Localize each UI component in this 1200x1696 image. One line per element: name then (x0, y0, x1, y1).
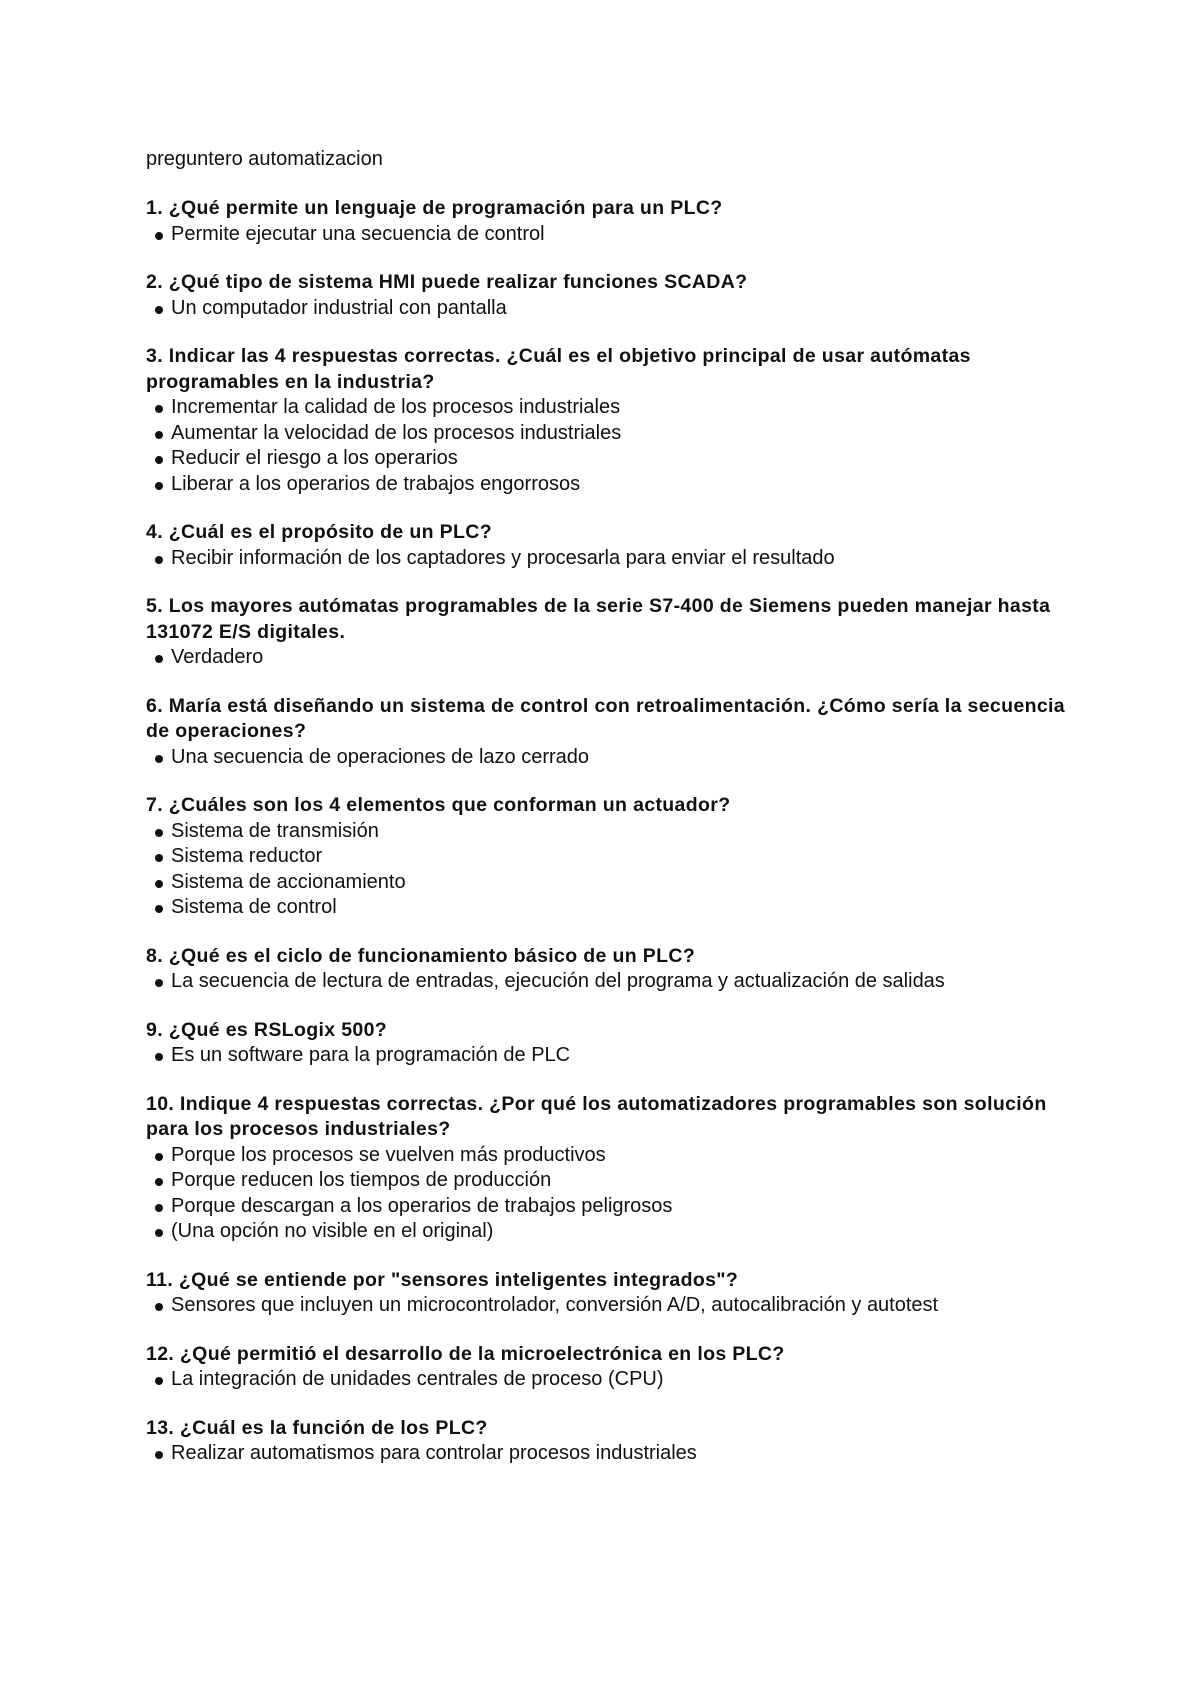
question-text: 13. ¿Cuál es la función de los PLC? (146, 1416, 488, 1439)
answer-text: Sistema de accionamiento (171, 870, 406, 893)
question-block (146, 1092, 1086, 1245)
question-block (146, 1342, 1086, 1393)
answer-item (146, 870, 1086, 896)
answer-text: Recibir información de los captadores y procesarla para enviar el resultado (171, 546, 835, 569)
answer-list (146, 969, 1086, 995)
answer-item (146, 1441, 1086, 1467)
answer-text: (Una opción no visible en el original) (171, 1220, 494, 1242)
answer-list (146, 1293, 1086, 1319)
question-text: 6. María está diseñando un sistema de control con retroalimentación. ¿Cómo sería la secuencia de operaciones? (146, 694, 1065, 742)
question-text: 10. Indique 4 respuestas correctas. ¿Por qué los automatizadores programables son solución para los procesos industriales? (146, 1092, 1047, 1140)
bullet-icon (155, 306, 163, 314)
answer-item (146, 895, 1086, 921)
answer-list (146, 296, 1086, 322)
answer-item (146, 1168, 1086, 1194)
question-text: 11. ¿Qué se entiende por "sensores inteligentes integrados"? (146, 1268, 739, 1291)
answer-list (146, 222, 1086, 248)
answer-list (146, 1441, 1086, 1467)
question-text: 2. ¿Qué tipo de sistema HMI puede realizar funciones SCADA? (146, 271, 748, 293)
answer-item (146, 421, 1086, 447)
answer-text: Permite ejecutar una secuencia de control (171, 222, 545, 245)
answer-text: Porque descargan a los operarios de trabajos peligrosos (171, 1194, 673, 1217)
question-block (146, 1018, 1086, 1069)
answer-item (146, 222, 1086, 248)
question-block (146, 694, 1086, 771)
answer-text: Liberar a los operarios de trabajos engorrosos (171, 472, 581, 495)
answer-text: Sistema de transmisión (171, 819, 379, 842)
answer-text: Es un software para la programación de PLC (171, 1044, 571, 1066)
bullet-icon (155, 829, 163, 837)
document-page (146, 146, 1086, 1490)
answer-item (146, 1293, 1086, 1319)
question-list (146, 196, 1086, 1467)
bullet-icon (155, 1229, 163, 1237)
bullet-icon (155, 1178, 163, 1186)
answer-list (146, 546, 1086, 572)
bullet-icon (155, 1303, 163, 1311)
answer-item (146, 1143, 1086, 1169)
answer-text: Reducir el riesgo a los operarios (171, 447, 458, 469)
answer-text: La secuencia de lectura de entradas, ejecución del programa y actualización de salidas (171, 970, 945, 992)
answer-item (146, 1194, 1086, 1220)
question-text: 9. ¿Qué es RSLogix 500? (146, 1018, 388, 1041)
answer-item (146, 1219, 1086, 1245)
bullet-icon (155, 880, 163, 888)
answer-item (146, 546, 1086, 572)
answer-item (146, 819, 1086, 845)
answer-text: Una secuencia de operaciones de lazo cerrado (171, 745, 590, 768)
question-text: 3. Indicar las 4 respuestas correctas. ¿Cuál es el objetivo principal de usar autómatas programables en la industria? (146, 345, 971, 393)
answer-list (146, 1143, 1086, 1245)
question-text: 1. ¿Qué permite un lenguaje de programación para un PLC? (146, 197, 723, 219)
answer-text: Verdadero (171, 646, 264, 668)
answer-item (146, 1367, 1086, 1393)
question-block (146, 270, 1086, 321)
question-text: 4. ¿Cuál es el propósito de un PLC? (146, 521, 492, 543)
answer-text: Sensores que incluyen un microcontrolador, conversión A/D, autocalibración y autotest (171, 1294, 939, 1316)
answer-text: Un computador industrial con pantalla (171, 296, 507, 319)
question-block (146, 520, 1086, 571)
bullet-icon (155, 1153, 163, 1161)
question-text: 8. ¿Qué es el ciclo de funcionamiento básico de un PLC? (146, 944, 696, 967)
document-title: preguntero automatizacion (146, 148, 383, 170)
bullet-icon (155, 232, 163, 240)
bullet-icon (155, 655, 163, 663)
bullet-icon (155, 1053, 163, 1061)
answer-item (146, 446, 1086, 472)
question-text: 5. Los mayores autómatas programables de la serie S7-400 de Siemens pueden manejar hasta 131072 E/S digitales. (146, 595, 1051, 643)
answer-list (146, 1367, 1086, 1393)
answer-item (146, 844, 1086, 870)
question-block (146, 1268, 1086, 1319)
bullet-icon (155, 755, 163, 763)
bullet-icon (155, 1204, 163, 1212)
answer-text: Sistema de control (171, 896, 337, 918)
bullet-icon (155, 431, 163, 439)
bullet-icon (155, 405, 163, 413)
bullet-icon (155, 556, 163, 564)
bullet-icon (155, 1377, 163, 1385)
answer-item (146, 969, 1086, 995)
answer-text: La integración de unidades centrales de proceso (CPU) (171, 1368, 664, 1390)
answer-list (146, 645, 1086, 671)
bullet-icon (155, 482, 163, 490)
answer-text: Incrementar la calidad de los procesos industriales (171, 396, 621, 418)
question-block (146, 196, 1086, 247)
answer-item (146, 472, 1086, 498)
question-text: 12. ¿Qué permitió el desarrollo de la microelectrónica en los PLC? (146, 1342, 785, 1365)
answer-text: Realizar automatismos para controlar procesos industriales (171, 1442, 697, 1464)
answer-list (146, 395, 1086, 497)
bullet-icon (155, 854, 163, 862)
answer-text: Porque los procesos se vuelven más productivos (171, 1143, 606, 1166)
question-text: 7. ¿Cuáles son los 4 elementos que conforman un actuador? (146, 794, 731, 816)
answer-text: Porque reducen los tiempos de producción (171, 1169, 552, 1191)
bullet-icon (155, 1451, 163, 1459)
answer-item (146, 1043, 1086, 1069)
answer-text: Aumentar la velocidad de los procesos industriales (171, 421, 622, 444)
answer-item (146, 645, 1086, 671)
question-block (146, 344, 1086, 497)
answer-item (146, 395, 1086, 421)
answer-item (146, 745, 1086, 771)
question-block (146, 944, 1086, 995)
question-block (146, 1416, 1086, 1467)
question-block (146, 793, 1086, 921)
answer-list (146, 745, 1086, 771)
answer-list (146, 1043, 1086, 1069)
answer-text: Sistema reductor (171, 845, 323, 867)
bullet-icon (155, 905, 163, 913)
question-block (146, 594, 1086, 671)
bullet-icon (155, 456, 163, 464)
answer-list (146, 819, 1086, 921)
bullet-icon (155, 979, 163, 987)
answer-item (146, 296, 1086, 322)
